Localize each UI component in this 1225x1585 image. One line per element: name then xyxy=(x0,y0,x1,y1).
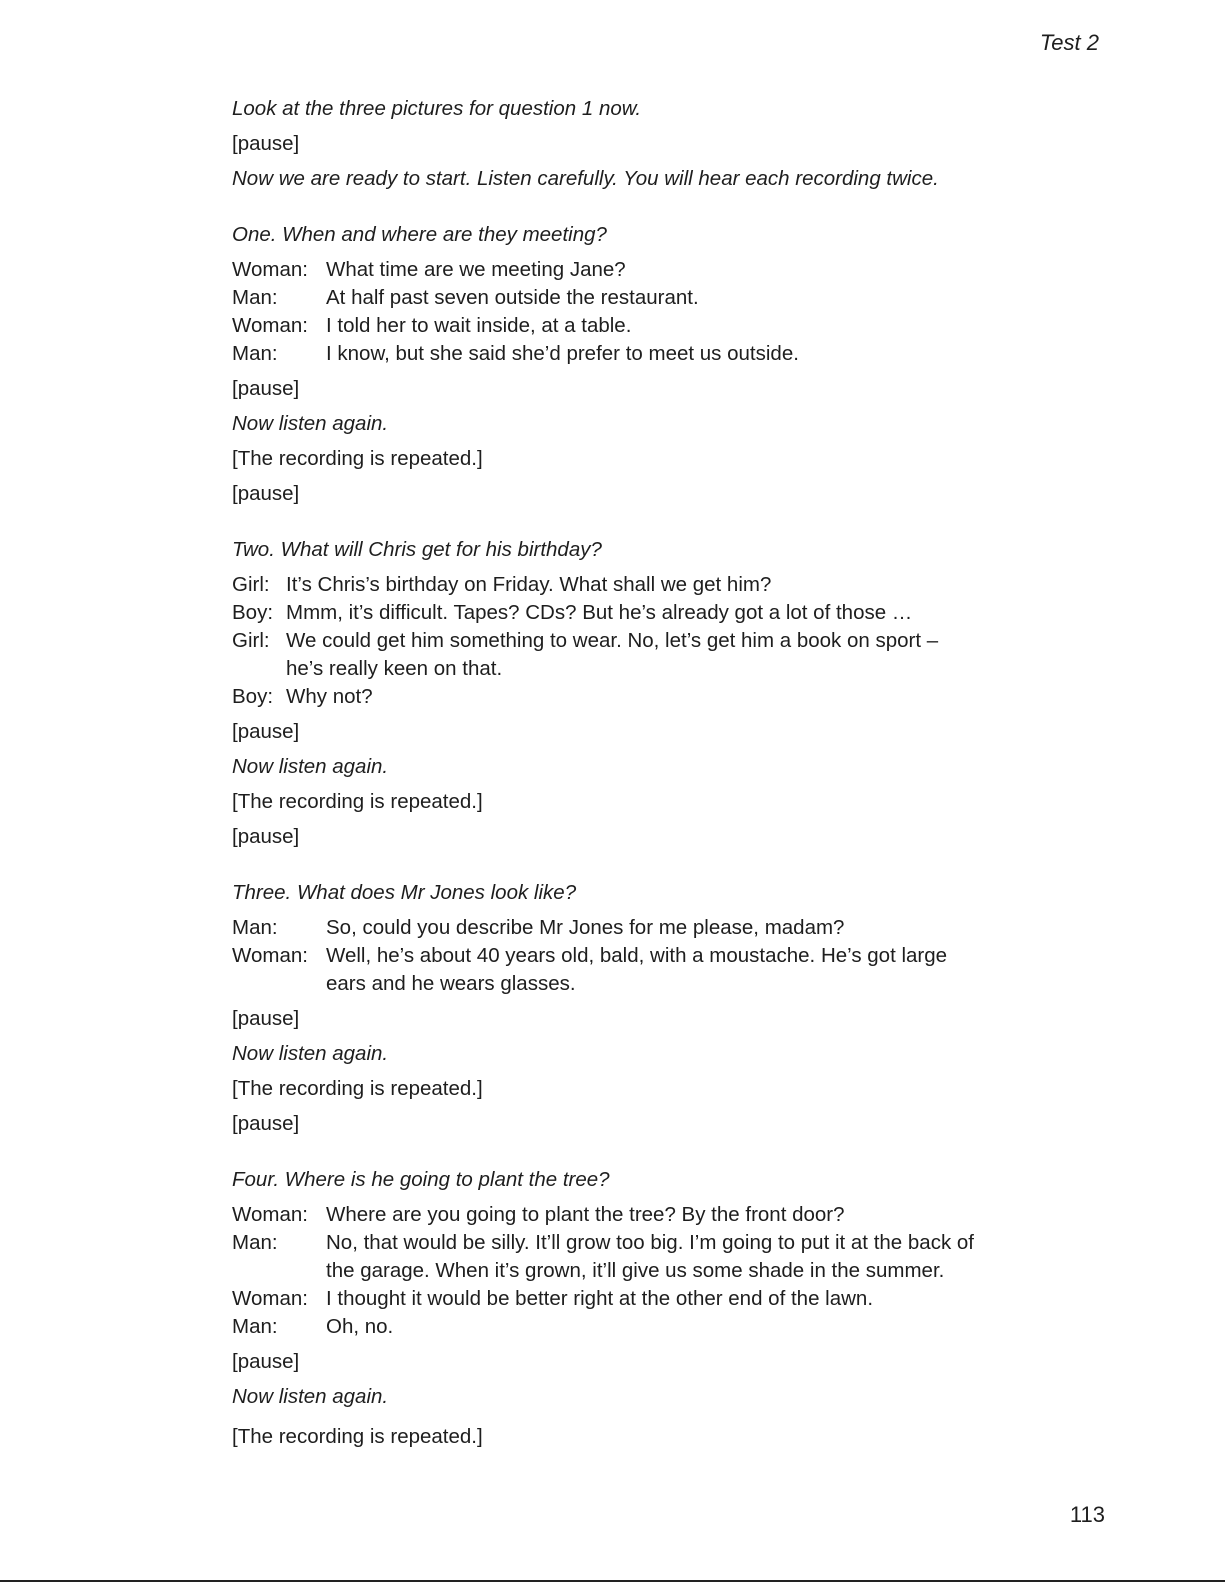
speech-text: It’s Chris’s birthday on Friday. What shall we get him? xyxy=(286,573,772,596)
bottom-rule xyxy=(0,1580,1225,1582)
repeated-note: [The recording is repeated.] xyxy=(232,1077,483,1100)
speech-text: Oh, no. xyxy=(326,1315,394,1338)
dialogue-line xyxy=(232,312,1012,340)
question-four: Four. Where is he going to plant the tree? xyxy=(232,1168,610,1191)
speech-text: Well, he’s about 40 years old, bald, with a moustache. He’s got large ears and he wears glasses. xyxy=(326,944,948,995)
speaker-label: Girl: xyxy=(232,629,270,652)
speech-text: What time are we meeting Jane? xyxy=(326,258,626,281)
dialogue-one xyxy=(232,256,1012,368)
dialogue-line xyxy=(232,599,1012,627)
dialogue-two xyxy=(232,571,1012,711)
question-one: One. When and where are they meeting? xyxy=(232,223,607,246)
dialogue-line xyxy=(232,1229,1012,1285)
speaker-label: Woman: xyxy=(232,1287,308,1310)
transcript xyxy=(232,95,1012,1458)
listen-again: Now listen again. xyxy=(232,1385,389,1408)
intro-look: Look at the three pictures for question 1 now. xyxy=(232,97,642,120)
section-two xyxy=(232,536,1012,851)
speaker-label: Boy: xyxy=(232,601,274,624)
section-three xyxy=(232,879,1012,1138)
speech-text: Why not? xyxy=(286,685,373,708)
dialogue-line xyxy=(232,340,1012,368)
speech-text: No, that would be silly. It’ll grow too big. I’m going to put it at the back of the garage. When it’s grown, it’ll give us some shade in the summer. xyxy=(326,1231,974,1282)
intro-ready: Now we are ready to start. Listen carefully. You will hear each recording twice. xyxy=(232,167,939,190)
speaker-label: Woman: xyxy=(232,258,308,281)
pause-note: [pause] xyxy=(232,825,300,848)
listen-again: Now listen again. xyxy=(232,1042,389,1065)
dialogue-line xyxy=(232,1285,1012,1313)
speaker-label: Woman: xyxy=(232,944,308,967)
speaker-label: Woman: xyxy=(232,314,308,337)
dialogue-three xyxy=(232,914,1012,998)
repeated-note: [The recording is repeated.] xyxy=(232,1425,483,1448)
speech-text: Where are you going to plant the tree? By the front door? xyxy=(326,1203,845,1226)
speech-text: Mmm, it’s difficult. Tapes? CDs? But he’s already got a lot of those … xyxy=(286,601,913,624)
dialogue-line xyxy=(232,1313,1012,1341)
intro-pause: [pause] xyxy=(232,132,300,155)
speech-text: I know, but she said she’d prefer to meet us outside. xyxy=(326,342,799,365)
question-three: Three. What does Mr Jones look like? xyxy=(232,881,577,904)
dialogue-four xyxy=(232,1201,1012,1341)
speech-text: I told her to wait inside, at a table. xyxy=(326,314,632,337)
speaker-label: Girl: xyxy=(232,573,270,596)
speaker-label: Man: xyxy=(232,286,278,309)
speaker-label: Boy: xyxy=(232,685,274,708)
repeated-note: [The recording is repeated.] xyxy=(232,447,483,470)
dialogue-line xyxy=(232,284,1012,312)
page-header-title: Test 2 xyxy=(1039,30,1099,55)
dialogue-line xyxy=(232,1201,1012,1229)
pause-note: [pause] xyxy=(232,1007,300,1030)
section-four xyxy=(232,1166,1012,1451)
speech-text: So, could you describe Mr Jones for me please, madam? xyxy=(326,916,845,939)
speech-text: I thought it would be better right at the other end of the lawn. xyxy=(326,1287,874,1310)
speaker-label: Man: xyxy=(232,916,278,939)
dialogue-line xyxy=(232,683,1012,711)
dialogue-line xyxy=(232,571,1012,599)
pause-note: [pause] xyxy=(232,482,300,505)
pause-note: [pause] xyxy=(232,720,300,743)
speaker-label: Man: xyxy=(232,1231,278,1254)
section-one xyxy=(232,221,1012,508)
pause-note: [pause] xyxy=(232,377,300,400)
speech-text: At half past seven outside the restaurant. xyxy=(326,286,699,309)
repeated-note: [The recording is repeated.] xyxy=(232,790,483,813)
question-two: Two. What will Chris get for his birthday? xyxy=(232,538,602,561)
speech-text: We could get him something to wear. No, let’s get him a book on sport – he’s really keen on that. xyxy=(286,629,939,680)
dialogue-line xyxy=(232,914,1012,942)
speaker-label: Man: xyxy=(232,342,278,365)
listen-again: Now listen again. xyxy=(232,412,389,435)
page-number: 113 xyxy=(1069,1502,1105,1527)
speaker-label: Man: xyxy=(232,1315,278,1338)
pause-note: [pause] xyxy=(232,1112,300,1135)
dialogue-line xyxy=(232,942,1012,998)
listen-again: Now listen again. xyxy=(232,755,389,778)
speaker-label: Woman: xyxy=(232,1203,308,1226)
dialogue-line xyxy=(232,627,1012,683)
pause-note: [pause] xyxy=(232,1350,300,1373)
dialogue-line xyxy=(232,256,1012,284)
